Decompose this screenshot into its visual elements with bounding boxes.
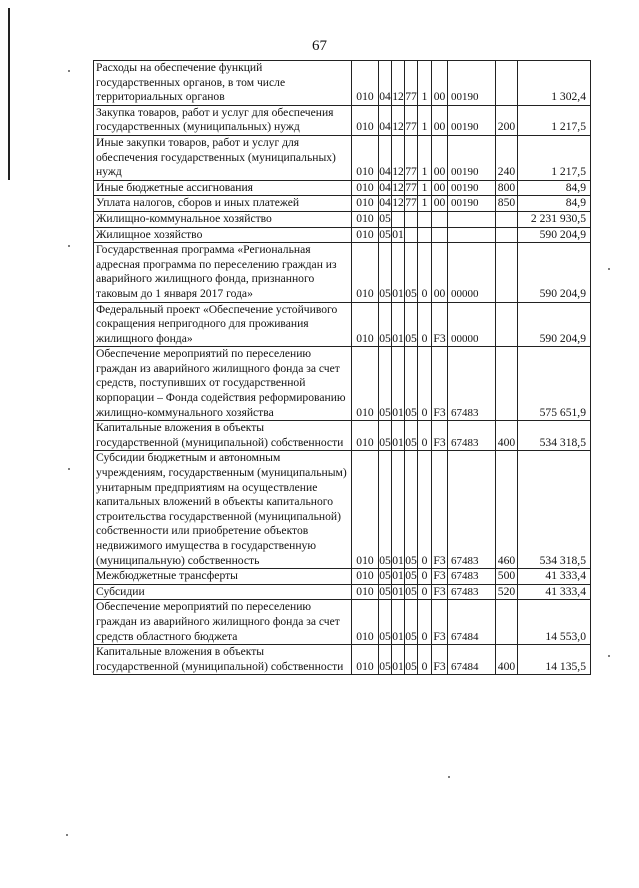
- cell-subsection-code: 01: [392, 569, 405, 585]
- cell-target-code: [448, 227, 496, 243]
- cell-expense-type-code: 400: [496, 645, 518, 675]
- cell-section-code: 05: [379, 569, 392, 585]
- cell-program-code: 05: [405, 243, 418, 302]
- cell-ministry-code: 010: [352, 302, 379, 347]
- table-row: [94, 421, 591, 451]
- scan-speck: [68, 70, 70, 72]
- cell-item-name: Государственная программа «Региональная адресная программа по переселению граждан из аварийного жилищного фонда, признанного таковым до 1 января 2017 года»: [94, 243, 352, 302]
- cell-amount: 84,9: [518, 196, 591, 212]
- cell-expense-type-code: [496, 227, 518, 243]
- cell-item-name: Межбюджетные трансферты: [94, 569, 352, 585]
- cell-subprogram-code: 0: [418, 302, 432, 347]
- table-row: [94, 302, 591, 347]
- table-row: [94, 243, 591, 302]
- cell-program-code: 77: [405, 61, 418, 106]
- cell-subprogram-code: 1: [418, 105, 432, 135]
- cell-item-name: Капитальные вложения в объекты государственной (муниципальной) собственности: [94, 645, 352, 675]
- scan-speck: [68, 468, 70, 470]
- scan-speck: [68, 245, 70, 247]
- cell-activity-code: 00: [432, 243, 448, 302]
- cell-expense-type-code: [496, 302, 518, 347]
- cell-ministry-code: 010: [352, 569, 379, 585]
- cell-subprogram-code: 0: [418, 451, 432, 569]
- cell-ministry-code: 010: [352, 243, 379, 302]
- cell-subsection-code: 12: [392, 105, 405, 135]
- cell-expense-type-code: 850: [496, 196, 518, 212]
- page-number: 67: [312, 38, 327, 54]
- cell-subprogram-code: 0: [418, 347, 432, 421]
- cell-expense-type-code: [496, 347, 518, 421]
- cell-subsection-code: 01: [392, 584, 405, 600]
- cell-expense-type-code: [496, 211, 518, 227]
- cell-target-code: 67483: [448, 569, 496, 585]
- cell-ministry-code: 010: [352, 584, 379, 600]
- cell-program-code: 05: [405, 600, 418, 645]
- budget-table-body: [94, 61, 591, 675]
- cell-expense-type-code: 240: [496, 135, 518, 180]
- cell-item-name: Жилищно-коммунальное хозяйство: [94, 211, 352, 227]
- cell-program-code: 77: [405, 105, 418, 135]
- cell-subsection-code: [392, 211, 405, 227]
- scan-edge-line: [8, 8, 10, 180]
- cell-section-code: 05: [379, 243, 392, 302]
- cell-activity-code: F3: [432, 421, 448, 451]
- cell-program-code: [405, 227, 418, 243]
- cell-activity-code: 00: [432, 196, 448, 212]
- cell-subsection-code: 12: [392, 196, 405, 212]
- cell-subsection-code: 12: [392, 135, 405, 180]
- cell-program-code: 77: [405, 196, 418, 212]
- cell-activity-code: F3: [432, 600, 448, 645]
- cell-amount: 41 333,4: [518, 569, 591, 585]
- cell-target-code: 00000: [448, 302, 496, 347]
- table-row: [94, 347, 591, 421]
- cell-amount: 1 217,5: [518, 135, 591, 180]
- cell-amount: 14 553,0: [518, 600, 591, 645]
- cell-ministry-code: 010: [352, 645, 379, 675]
- cell-program-code: 77: [405, 135, 418, 180]
- cell-amount: 590 204,9: [518, 302, 591, 347]
- cell-amount: 84,9: [518, 180, 591, 196]
- cell-section-code: 05: [379, 645, 392, 675]
- cell-item-name: Иные бюджетные ассигнования: [94, 180, 352, 196]
- cell-ministry-code: 010: [352, 600, 379, 645]
- cell-target-code: 00190: [448, 61, 496, 106]
- cell-amount: 1 217,5: [518, 105, 591, 135]
- cell-subsection-code: 01: [392, 227, 405, 243]
- table-row: [94, 61, 591, 106]
- table-row: [94, 600, 591, 645]
- cell-subprogram-code: 0: [418, 243, 432, 302]
- cell-amount: 534 318,5: [518, 451, 591, 569]
- cell-section-code: 05: [379, 584, 392, 600]
- cell-section-code: 04: [379, 135, 392, 180]
- cell-item-name: Обеспечение мероприятий по переселению граждан из аварийного жилищного фонда за счет средств областного бюджета: [94, 600, 352, 645]
- cell-item-name: Закупка товаров, работ и услуг для обеспечения государственных (муниципальных) нужд: [94, 105, 352, 135]
- cell-subprogram-code: 1: [418, 61, 432, 106]
- cell-subsection-code: 01: [392, 645, 405, 675]
- cell-target-code: [448, 211, 496, 227]
- cell-expense-type-code: 520: [496, 584, 518, 600]
- cell-section-code: 05: [379, 600, 392, 645]
- cell-item-name: Жилищное хозяйство: [94, 227, 352, 243]
- cell-activity-code: F3: [432, 451, 448, 569]
- cell-subprogram-code: 1: [418, 135, 432, 180]
- scan-speck: [66, 834, 68, 836]
- cell-expense-type-code: 200: [496, 105, 518, 135]
- cell-subsection-code: 01: [392, 243, 405, 302]
- cell-section-code: 05: [379, 347, 392, 421]
- cell-section-code: 05: [379, 451, 392, 569]
- cell-ministry-code: 010: [352, 180, 379, 196]
- cell-activity-code: F3: [432, 569, 448, 585]
- cell-subsection-code: 01: [392, 302, 405, 347]
- cell-ministry-code: 010: [352, 61, 379, 106]
- cell-activity-code: 00: [432, 61, 448, 106]
- cell-amount: 1 302,4: [518, 61, 591, 106]
- cell-target-code: 00190: [448, 180, 496, 196]
- cell-subprogram-code: 1: [418, 180, 432, 196]
- cell-ministry-code: 010: [352, 211, 379, 227]
- cell-target-code: 67483: [448, 421, 496, 451]
- cell-item-name: Субсидии: [94, 584, 352, 600]
- cell-ministry-code: 010: [352, 451, 379, 569]
- cell-section-code: 05: [379, 211, 392, 227]
- cell-program-code: 05: [405, 645, 418, 675]
- cell-subsection-code: 12: [392, 61, 405, 106]
- table-row: [94, 135, 591, 180]
- cell-target-code: 67483: [448, 451, 496, 569]
- cell-activity-code: F3: [432, 302, 448, 347]
- cell-section-code: 04: [379, 180, 392, 196]
- cell-section-code: 04: [379, 61, 392, 106]
- cell-program-code: 05: [405, 421, 418, 451]
- cell-target-code: 67484: [448, 645, 496, 675]
- cell-subprogram-code: 0: [418, 421, 432, 451]
- cell-section-code: 05: [379, 227, 392, 243]
- scan-speck: [448, 776, 450, 778]
- cell-item-name: Обеспечение мероприятий по переселению граждан из аварийного жилищного фонда за счет средств, поступивших от государственной корпорации – Фонда содействия реформированию жилищно-коммунального хозяйства: [94, 347, 352, 421]
- cell-target-code: 00190: [448, 196, 496, 212]
- table-row: [94, 105, 591, 135]
- cell-expense-type-code: 460: [496, 451, 518, 569]
- cell-activity-code: [432, 227, 448, 243]
- cell-expense-type-code: 400: [496, 421, 518, 451]
- cell-program-code: 77: [405, 180, 418, 196]
- cell-expense-type-code: [496, 600, 518, 645]
- cell-subsection-code: 01: [392, 600, 405, 645]
- cell-activity-code: F3: [432, 584, 448, 600]
- cell-activity-code: 00: [432, 180, 448, 196]
- table-row: [94, 227, 591, 243]
- cell-section-code: 04: [379, 196, 392, 212]
- cell-section-code: 04: [379, 105, 392, 135]
- cell-target-code: 67483: [448, 347, 496, 421]
- cell-item-name: Расходы на обеспечение функций государственных органов, в том числе территориальных органов: [94, 61, 352, 106]
- cell-target-code: 67483: [448, 584, 496, 600]
- cell-ministry-code: 010: [352, 227, 379, 243]
- table-row: [94, 451, 591, 569]
- cell-subprogram-code: [418, 227, 432, 243]
- cell-amount: 41 333,4: [518, 584, 591, 600]
- cell-activity-code: 00: [432, 135, 448, 180]
- cell-subprogram-code: 0: [418, 569, 432, 585]
- cell-ministry-code: 010: [352, 196, 379, 212]
- cell-subsection-code: 01: [392, 421, 405, 451]
- cell-expense-type-code: [496, 61, 518, 106]
- cell-expense-type-code: [496, 243, 518, 302]
- cell-ministry-code: 010: [352, 421, 379, 451]
- cell-program-code: 05: [405, 347, 418, 421]
- cell-item-name: Федеральный проект «Обеспечение устойчивого сокращения непригодного для проживания жилищного фонда»: [94, 302, 352, 347]
- cell-target-code: 00190: [448, 105, 496, 135]
- table-row: [94, 196, 591, 212]
- cell-subsection-code: 01: [392, 451, 405, 569]
- cell-ministry-code: 010: [352, 105, 379, 135]
- scan-speck: [608, 655, 610, 657]
- table-row: [94, 211, 591, 227]
- cell-expense-type-code: 500: [496, 569, 518, 585]
- cell-section-code: 05: [379, 421, 392, 451]
- cell-subsection-code: 01: [392, 347, 405, 421]
- table-row: [94, 584, 591, 600]
- cell-amount: 534 318,5: [518, 421, 591, 451]
- cell-item-name: Уплата налогов, сборов и иных платежей: [94, 196, 352, 212]
- cell-expense-type-code: 800: [496, 180, 518, 196]
- cell-program-code: 05: [405, 302, 418, 347]
- cell-target-code: 00190: [448, 135, 496, 180]
- table-row: [94, 645, 591, 675]
- cell-program-code: [405, 211, 418, 227]
- scan-speck: [608, 268, 610, 270]
- cell-amount: 2 231 930,5: [518, 211, 591, 227]
- table-row: [94, 569, 591, 585]
- cell-program-code: 05: [405, 451, 418, 569]
- cell-target-code: 00000: [448, 243, 496, 302]
- cell-activity-code: [432, 211, 448, 227]
- cell-subprogram-code: 0: [418, 584, 432, 600]
- cell-amount: 575 651,9: [518, 347, 591, 421]
- cell-activity-code: F3: [432, 645, 448, 675]
- budget-table: [93, 60, 591, 675]
- cell-item-name: Субсидии бюджетным и автономным учреждениям, государственным (муниципальным) унитарным предприятиям на осуществление капитальных вложений в объекты капитального строительства государственной (муниципальной) собственности или приобретение объектов недвижимого имущества в государственную (муниципальную) собственность: [94, 451, 352, 569]
- cell-ministry-code: 010: [352, 347, 379, 421]
- table-row: [94, 180, 591, 196]
- cell-program-code: 05: [405, 584, 418, 600]
- cell-amount: 590 204,9: [518, 243, 591, 302]
- cell-activity-code: 00: [432, 105, 448, 135]
- cell-subprogram-code: 0: [418, 645, 432, 675]
- cell-item-name: Иные закупки товаров, работ и услуг для обеспечения государственных (муниципальных) нужд: [94, 135, 352, 180]
- cell-target-code: 67484: [448, 600, 496, 645]
- cell-amount: 14 135,5: [518, 645, 591, 675]
- cell-ministry-code: 010: [352, 135, 379, 180]
- cell-subprogram-code: [418, 211, 432, 227]
- cell-subprogram-code: 1: [418, 196, 432, 212]
- cell-activity-code: F3: [432, 347, 448, 421]
- cell-amount: 590 204,9: [518, 227, 591, 243]
- cell-subsection-code: 12: [392, 180, 405, 196]
- cell-section-code: 05: [379, 302, 392, 347]
- cell-program-code: 05: [405, 569, 418, 585]
- cell-item-name: Капитальные вложения в объекты государственной (муниципальной) собственности: [94, 421, 352, 451]
- cell-subprogram-code: 0: [418, 600, 432, 645]
